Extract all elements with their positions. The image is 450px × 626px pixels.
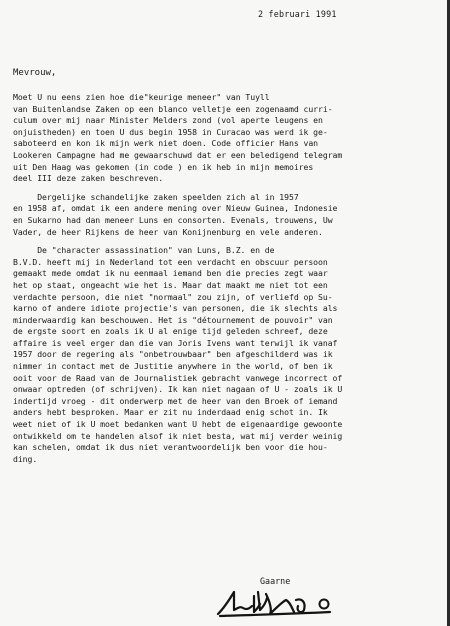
letter-line: minderwaardig kan beschouwen. Het is "détournement de pouvoir" van bbox=[13, 314, 333, 325]
letter-line: Lookeren Campagne had me gewaarschuwd dat er een beledigend telegram bbox=[13, 149, 343, 160]
paragraph-gap bbox=[13, 238, 441, 245]
signature-image bbox=[210, 584, 380, 620]
letter-line: en Sukarno had dan meneer Luns en consorten. Evenals, trouwens, Uw bbox=[13, 214, 333, 225]
letter-line: indertijd vroeg - dit onderwerp met de heer van den Broek of iemand bbox=[13, 395, 338, 406]
letter-line: ontwikkeld om te handelen alsof ik niet besta, wat mij verder weinig bbox=[13, 430, 343, 441]
letter-line: saboteerd en kon ik mijn werk niet doen. Code officier Hans van bbox=[13, 138, 319, 149]
letter-line: affaire is veel erger dan die van Joris Ivens want terwijl ik vanaf bbox=[13, 337, 338, 348]
letter-line: Vader, de heer Rijkens de heer van Konijnenburg en vele anderen. bbox=[13, 226, 323, 237]
letter-line: kan schelen, omdat ik dus niet verantwoordelijk ben voor die hou- bbox=[13, 442, 328, 453]
closing: Gaarne bbox=[260, 576, 291, 586]
letter-line: ooit voor de Raad van de Journalistiek gebracht vanwege incorrect of bbox=[13, 372, 343, 383]
letter-line: weet niet of ik U moet bedanken want U hebt de eigenaardige gewoonte bbox=[13, 419, 343, 430]
letter-line: onwaar optreden (of schrijven). Ik kan niet nagaan of U - zoals ik U bbox=[13, 384, 343, 395]
letter-line: karno of andere idiote projectie's van personen, die ik slechts als bbox=[13, 303, 338, 314]
salutation: Mevrouw, bbox=[13, 68, 57, 78]
letter-line: deel III deze zaken beschreven. bbox=[13, 173, 164, 184]
letter-body bbox=[13, 92, 441, 465]
letter-line: culum over mij naar Minister Melders zond (vol aperte leugens en bbox=[13, 115, 323, 126]
letter-line: de ergste soort en zoals ik U al enige tijd geleden schreef, deze bbox=[13, 326, 328, 337]
letter-line: nimmer in contact met de Justitie anywhere in the world, of ben ik bbox=[13, 361, 333, 372]
letter-line: verdachte persoon, die niet "normaal" zou zijn, of verliefd op Su- bbox=[13, 291, 333, 302]
letter-line: Dergelijke schandelijke zaken speelden zich al in 1957 bbox=[13, 191, 299, 202]
letter-line: van Buitenlandse Zaken op een blanco velletje een zogenaamd curri- bbox=[13, 103, 333, 114]
letter-line: gemaakt mede omdat ik nu eenmaal iemand ben die precies zegt waar bbox=[13, 268, 328, 279]
letter-line: ding. bbox=[13, 453, 38, 464]
letter-line: onjuistheden) en toen U dus begin 1958 in Curacao was werd ik ge- bbox=[13, 126, 328, 137]
paragraph-gap bbox=[13, 185, 441, 192]
letter-line: De "character assassination" van Luns, B.Z. en de bbox=[13, 245, 275, 256]
letter-line: 1957 door de regering als "onbetrouwbaar" ben afgeschilderd was ik bbox=[13, 349, 333, 360]
letter-line: Moet U nu eens zien hoe die"keurige meneer" van Tuyll bbox=[13, 92, 270, 102]
letter-date: 2 februari 1991 bbox=[258, 9, 337, 19]
letter-line: en 1958 af, omdat ik een andere mening over Nieuw Guinea, Indonesie bbox=[13, 203, 338, 214]
letter-line: uit Den Haag was gekomen (in code ) en ik heb in mijn memoires bbox=[13, 161, 314, 172]
letter-line: anders hebt besproken. Maar er zit nu inderdaad enig schot in. Ik bbox=[13, 407, 328, 418]
letter-line: het op staat, ongeacht wie het is. Maar dat maakt me niet tot een bbox=[13, 279, 328, 290]
letter-line: B.V.D. heeft mij in Nederland tot een verdacht en obscuur persoon bbox=[13, 256, 328, 267]
